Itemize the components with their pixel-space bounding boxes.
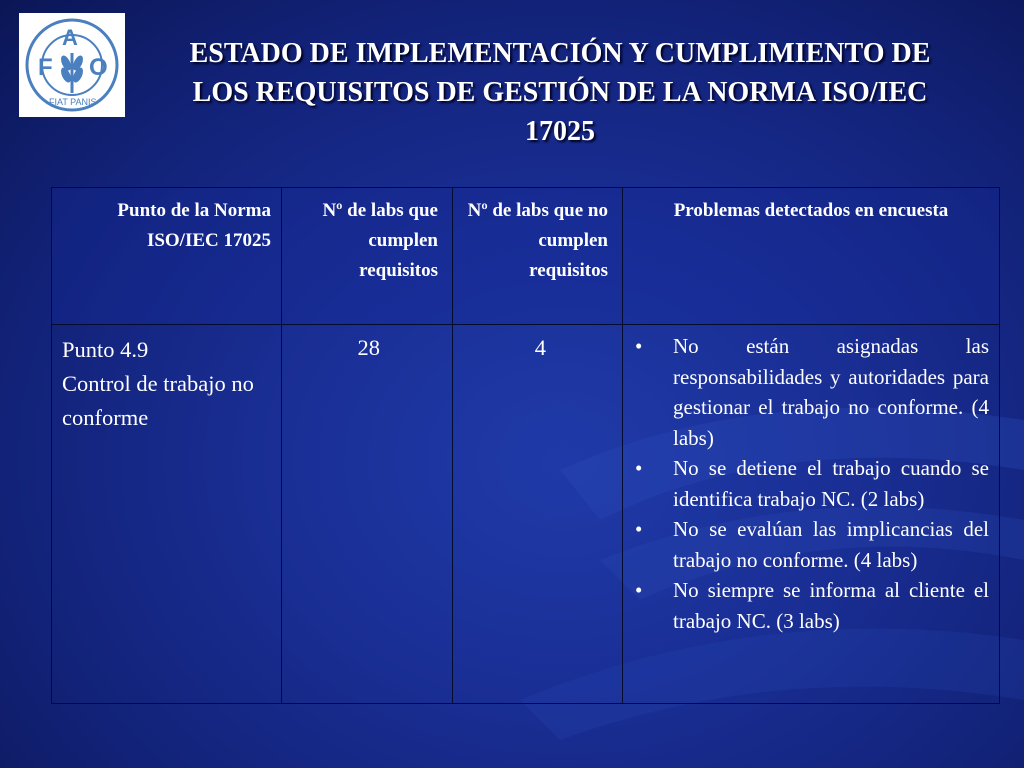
list-item: • No se detiene el trabajo cuando se identifica trabajo NC. (2 labs) xyxy=(631,453,989,514)
bullet-icon: • xyxy=(635,334,643,358)
list-item: • No siempre se informa al cliente el trabajo NC. (3 labs) xyxy=(631,575,989,636)
header-problemas: Problemas detectados en encuesta xyxy=(623,188,1000,325)
header-no-cumplen: Nº de labs que no cumplen requisitos xyxy=(453,188,623,325)
svg-text:FIAT PANIS: FIAT PANIS xyxy=(49,97,97,107)
svg-text:F: F xyxy=(38,54,53,81)
bullet-icon: • xyxy=(635,578,643,602)
punto-number: Punto 4.9 xyxy=(62,337,149,362)
svg-text:O: O xyxy=(89,54,108,81)
requirements-table xyxy=(51,187,1000,704)
table-row xyxy=(52,325,1000,704)
svg-text:A: A xyxy=(62,25,78,50)
bullet-icon: • xyxy=(635,517,643,541)
punto-description: Control de trabajo no conforme xyxy=(62,371,254,430)
list-item: • No están asignadas las responsabilidades y autoridades para gestionar el trabajo no conforme. (4 labs) xyxy=(631,331,989,453)
list-item: • No se evalúan las implicancias del trabajo no conforme. (4 labs) xyxy=(631,514,989,575)
fao-wheat-logo-icon xyxy=(19,13,125,117)
header-punto: Punto de la Norma ISO/IEC 17025 xyxy=(52,188,282,325)
cell-problemas xyxy=(623,325,1000,704)
cell-cumplen: 28 xyxy=(282,325,453,704)
cell-punto xyxy=(52,325,282,704)
bullet-icon: • xyxy=(635,456,643,480)
cell-no-cumplen: 4 xyxy=(453,325,623,704)
header-cumplen: Nº de labs que cumplen requisitos xyxy=(282,188,453,325)
fao-logo xyxy=(19,13,125,117)
slide-title: ESTADO DE IMPLEMENTACIÓN Y CUMPLIMIENTO DE LOS REQUISITOS DE GESTIÓN DE LA NORMA ISO/IEC 17025 xyxy=(189,38,931,147)
table-header-row xyxy=(52,188,1000,325)
problem-list xyxy=(631,331,989,636)
